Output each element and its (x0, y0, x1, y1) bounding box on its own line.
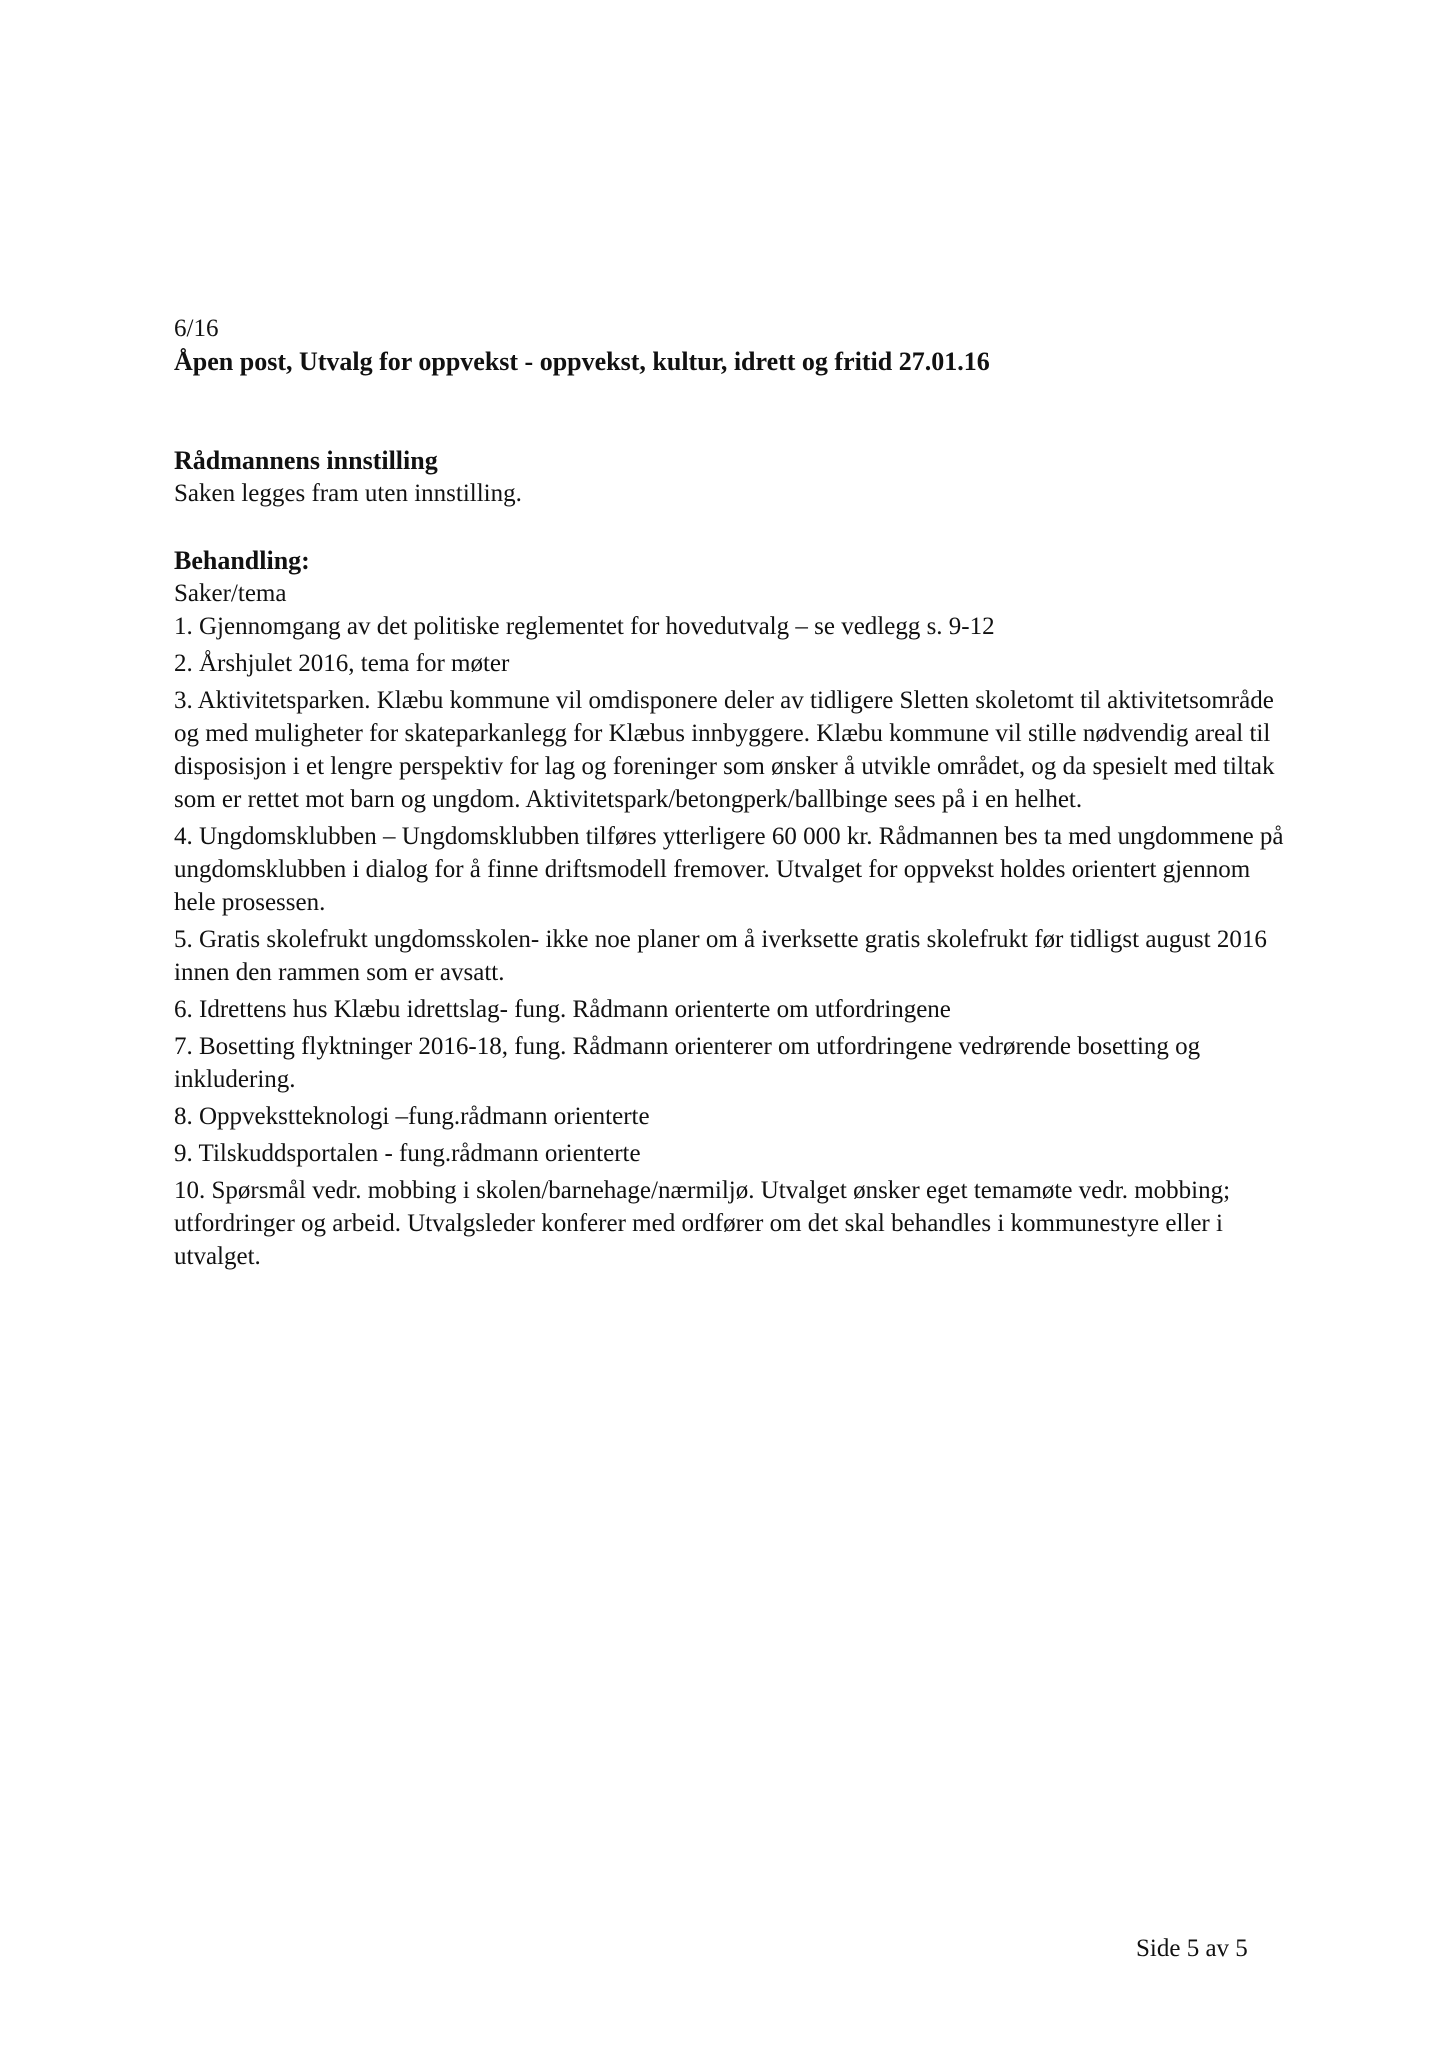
agenda-item: 5. Gratis skolefrukt ungdomsskolen- ikke noe planer om å iverksette gratis skolefrukt før tidligst august 2016 innen den rammen som er avsatt. (174, 926, 1267, 986)
agenda-item: 7. Bosetting flyktninger 2016-18, fung. Rådmann orienterer om utfordringene vedrørende bosetting og inkludering. (174, 1033, 1201, 1093)
spacer (174, 510, 1284, 544)
agenda-item: 10. Spørsmål vedr. mobbing i skolen/barnehage/nærmiljø. Utvalget ønsker eget temamøte vedr. mobbing; utfordringer og arbeid. Utvalgsleder konferer med ordfører om det skal behandles i kommunestyre eller i utvalget. (174, 1177, 1231, 1270)
agenda-item: 1. Gjennomgang av det politiske reglementet for hovedutvalg – se vedlegg s. 9-12 (174, 613, 995, 640)
agenda-item: 2. Årshjulet 2016, tema for møter (174, 650, 510, 677)
agenda-item: 6. Idrettens hus Klæbu idrettslag- fung. Rådmann orienterte om utfordringene (174, 996, 951, 1023)
recommendation-heading: Rådmannens innstilling (174, 446, 438, 475)
recommendation-text: Saken legges fram uten innstilling. (174, 480, 522, 507)
page-number: Side 5 av 5 (1136, 1935, 1248, 1962)
case-number: 6/16 (174, 315, 219, 342)
agenda-list (174, 610, 1284, 1273)
processing-subheading: Saker/tema (174, 580, 287, 607)
agenda-item: 9. Tilskuddsportalen - fung.rådmann orienterte (174, 1140, 641, 1167)
case-title: Åpen post, Utvalg for oppvekst - oppvekst, kultur, idrett og fritid 27.01.16 (174, 347, 990, 376)
agenda-item: 8. Oppvekstteknologi –fung.rådmann orienterte (174, 1103, 650, 1130)
processing-heading: Behandling: (174, 546, 310, 575)
agenda-item: 3. Aktivitetsparken. Klæbu kommune vil omdisponere deler av tidligere Sletten skoletomt til aktivitetsområde og med muligheter for skateparkanlegg for Klæbus innbyggere. Klæbu kommune vil stille nødvendig areal til disposisjon i et lengre perspektiv for lag og foreninger som ønsker å utvikle området, og da spesielt med tiltak som er rettet mot barn og ungdom. Aktivitetspark/betongperk/ballbinge sees på i en helhet. (174, 687, 1275, 813)
spacer (174, 378, 1284, 444)
agenda-item: 4. Ungdomsklubben – Ungdomsklubben tilføres ytterligere 60 000 kr. Rådmannen bes ta med ungdommene på ungdomsklubben i dialog for å finne driftsmodell fremover. Utvalget for oppvekst holdes orientert gjennom hele prosessen. (174, 823, 1284, 916)
document-body (174, 312, 1284, 1277)
